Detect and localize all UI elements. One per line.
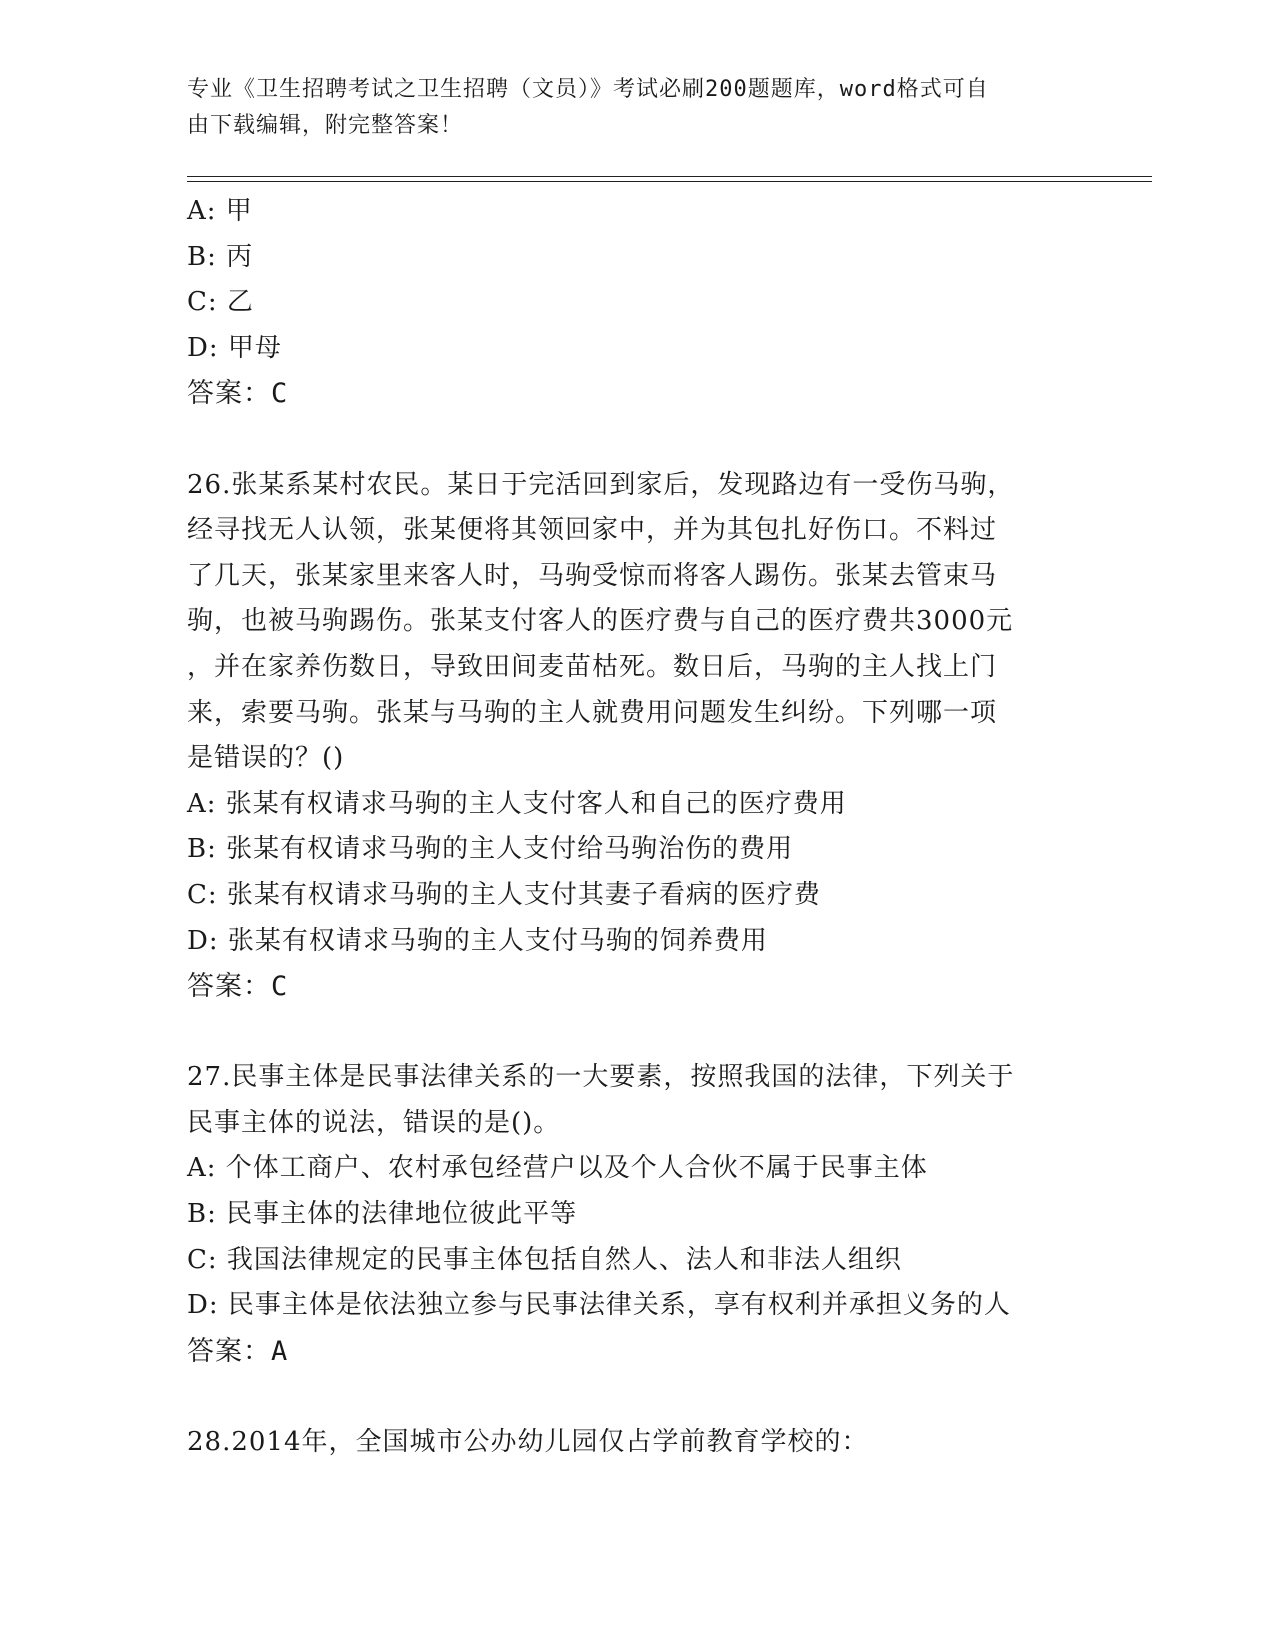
spacer	[187, 1010, 1087, 1056]
q26-option-d: D: 张某有权请求马驹的主人支付马驹的饲养费用	[187, 925, 768, 956]
question-26	[187, 463, 1087, 1010]
q27-answer: 答案：A	[187, 1335, 289, 1367]
q27-option-b: B: 民事主体的法律地位彼此平等	[187, 1199, 578, 1230]
q26-option-b: B: 张某有权请求马驹的主人支付给马驹治伤的费用	[187, 834, 794, 865]
q25-option-a: A: 甲	[187, 196, 253, 226]
q28-stem-line-1: 28.2014年，全国城市公办幼儿园仅占学前教育学校的：	[187, 1427, 869, 1458]
q27-stem-line-1: 27.民事主体是民事法律关系的一大要素，按照我国的法律，下列关于	[187, 1062, 1015, 1093]
q26-option-c: C: 张某有权请求马驹的主人支付其妻子看病的医疗费	[187, 879, 821, 910]
q27-option-a: A: 个体工商户、农村承包经营户以及个人合伙不属于民事主体	[187, 1153, 928, 1184]
question-27	[187, 1055, 1087, 1374]
header-line-2: 由下载编辑，附完整答案！	[187, 113, 464, 138]
q25-option-c: C: 乙	[187, 287, 254, 318]
q26-stem-line-5: ，并在家养伤数日，导致田间麦苗枯死。数日后，马驹的主人找上门	[187, 651, 998, 682]
q26-stem-line-7: 是错误的？()	[187, 743, 345, 774]
spacer	[187, 1374, 1087, 1420]
q25-option-d: D: 甲母	[187, 332, 282, 363]
question-28	[187, 1420, 1087, 1466]
q26-option-a: A: 张某有权请求马驹的主人支付客人和自己的医疗费用	[187, 788, 847, 819]
header-line-1: 专业《卫生招聘考试之卫生招聘（文员）》考试必刷200题题库，word格式可自	[187, 77, 989, 102]
document-header	[187, 72, 1067, 144]
q27-stem-line-2: 民事主体的说法，错误的是()。	[187, 1107, 561, 1138]
q26-stem-line-6: 来，索要马驹。张某与马驹的主人就费用问题发生纠纷。下列哪一项	[187, 697, 998, 728]
q26-stem-line-1: 26.张某系某村农民。某日于完活回到家后，发现路边有一受伤马驹，	[187, 469, 1015, 500]
document-body	[187, 189, 1087, 1466]
header-divider	[187, 176, 1152, 182]
q27-option-c: C: 我国法律规定的民事主体包括自然人、法人和非法人组织	[187, 1244, 902, 1275]
q27-option-d: D: 民事主体是依法独立参与民事法律关系，享有权利并承担义务的人	[187, 1290, 1011, 1321]
question-25	[187, 189, 1087, 417]
q25-answer: 答案：C	[187, 378, 289, 410]
q25-option-b: B: 丙	[187, 241, 254, 272]
spacer	[187, 417, 1087, 463]
q26-stem-line-2: 经寻找无人认领，张某便将其领回家中，并为其包扎好伤口。不料过	[187, 515, 998, 546]
q26-stem-line-4: 驹，也被马驹踢伤。张某支付客人的医疗费与自己的医疗费共3000元	[187, 606, 1014, 637]
q26-stem-line-3: 了几天，张某家里来客人时，马驹受惊而将客人踢伤。张某去管束马	[187, 560, 998, 591]
q26-answer: 答案：C	[187, 971, 289, 1003]
